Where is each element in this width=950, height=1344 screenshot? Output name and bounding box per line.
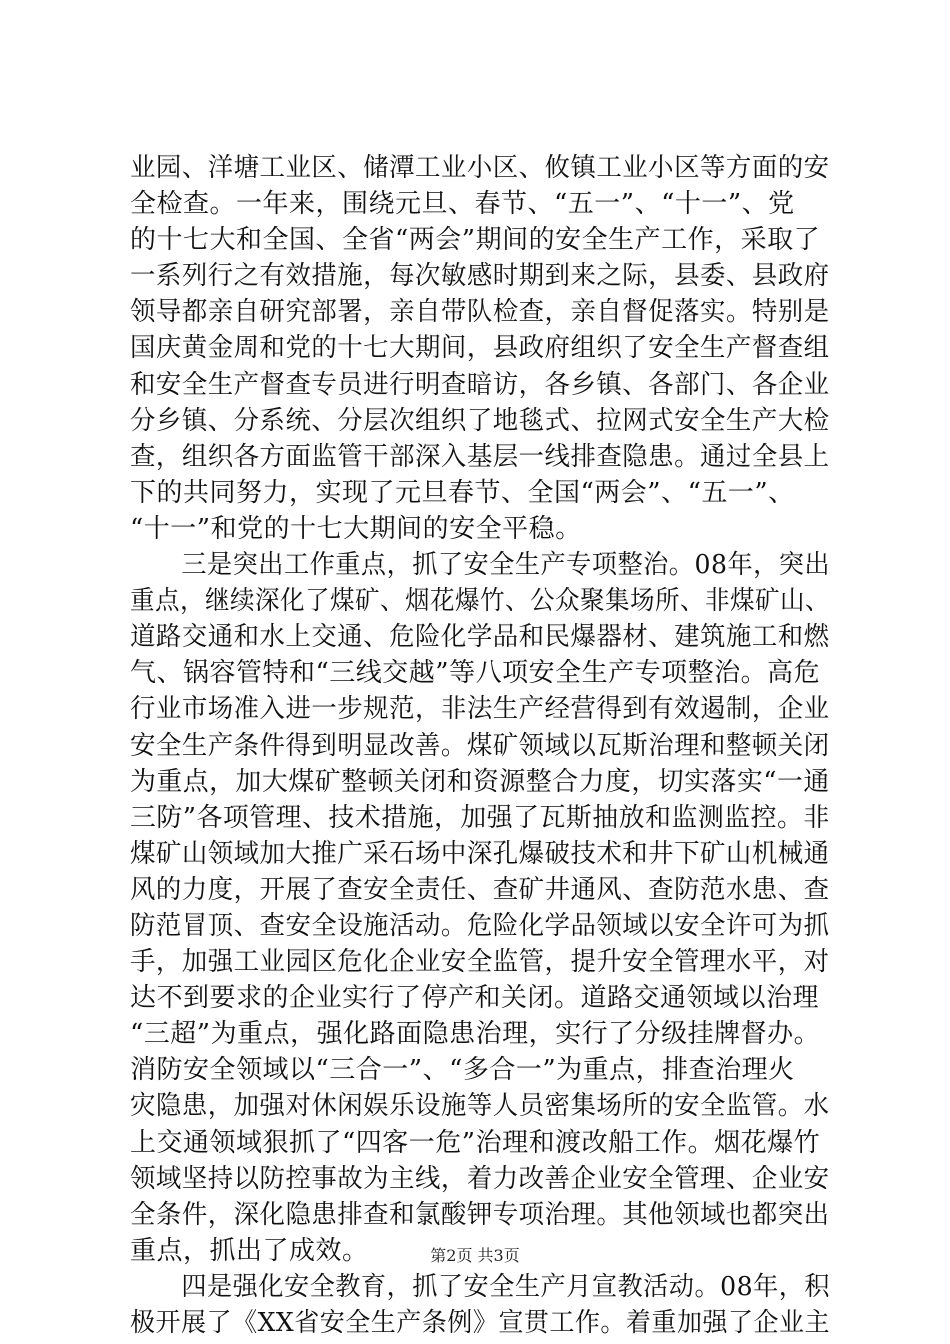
text-line: 全条件，深化隐患排查和氯酸钾专项治理。其他领域也都突出 — [130, 1199, 830, 1230]
text-line: 重点，抓出了成效。 — [130, 1235, 369, 1266]
text-line: 国庆黄金周和党的十七大期间，县政府组织了安全生产督查组 — [130, 333, 830, 364]
text-line: 下的共同努力，实现了元旦春节、全国“两会”、“五一”、 — [130, 477, 795, 508]
text-line: 查，组织各方面监管干部深入基层一线排查隐患。通过全县上 — [130, 441, 830, 472]
text-line: 的十七大和全国、全省“两会”期间的安全生产工作，采取了 — [130, 225, 821, 256]
text-line: 一系列行之有效措施，每次敏感时期到来之际，县委、县政府 — [130, 261, 830, 292]
text-line: 三是突出工作重点，抓了安全生产专项整治。08年，突出 — [130, 550, 831, 581]
text-line: 煤矿山领域加大推广采石场中深孔爆破技术和井下矿山机械通 — [130, 838, 830, 869]
text-line: 风的力度，开展了查安全责任、查矿井通风、查防范水患、查 — [130, 874, 830, 905]
text-line: 手，加强工业园区危化企业安全监管，提升安全管理水平，对 — [130, 947, 830, 978]
text-line: 防范冒顶、查安全设施活动。危险化学品领域以安全许可为抓 — [130, 910, 830, 941]
text-line: 分乡镇、分系统、分层次组织了地毯式、拉网式安全生产大检 — [130, 405, 830, 436]
text-line: 消防安全领域以“三合一”、“多合一”为重点，排查治理火 — [130, 1055, 795, 1086]
text-line: 三防”各项管理、技术措施，加强了瓦斯抽放和监测监控。非 — [130, 802, 830, 833]
body-text — [130, 150, 830, 1341]
text-line: 四是强化安全教育，抓了安全生产月宣教活动。08年，积 — [130, 1271, 831, 1302]
text-line: 和安全生产督查专员进行明查暗访，各乡镇、各部门、各企业 — [130, 369, 830, 400]
text-line: 道路交通和水上交通、危险化学品和民爆器材、建筑施工和燃 — [130, 622, 830, 653]
text-line: 安全生产条件得到明显改善。煤矿领域以瓦斯治理和整顿关闭 — [130, 730, 830, 761]
text-line: 领域坚持以防控事故为主线，着力改善企业安全管理、企业安 — [130, 1163, 830, 1194]
page-footer: 第2页 共3页 — [430, 1246, 520, 1265]
text-line: 业园、洋塘工业区、储潭工业小区、攸镇工业小区等方面的安 — [130, 153, 830, 183]
text-line: 灾隐患，加强对休闲娱乐设施等人员密集场所的安全监管。水 — [130, 1091, 830, 1122]
text-line: 为重点，加大煤矿整顿关闭和资源整合力度，切实落实“一通 — [130, 766, 830, 797]
text-line: 重点，继续深化了煤矿、烟花爆竹、公众聚集场所、非煤矿山、 — [130, 586, 831, 617]
text-line: 极开展了《XX省安全生产条例》宣贯工作。着重加强了企业主 — [130, 1308, 831, 1338]
text-line: 行业市场准入进一步规范，非法生产经营得到有效遏制，企业 — [130, 694, 830, 725]
text-line: 达不到要求的企业实行了停产和关闭。道路交通领域以治理 — [130, 983, 820, 1014]
text-line: 领导都亲自研究部署，亲自带队检查，亲自督促落实。特别是 — [130, 297, 830, 328]
text-line: 上交通领域狠抓了“四客一危”治理和渡改船工作。烟花爆竹 — [130, 1127, 821, 1158]
text-line: 全检查。一年来，围绕元旦、春节、“五一”、“十一”、党 — [130, 189, 795, 220]
text-line: “三超”为重点，强化路面隐患治理，实行了分级挂牌督办。 — [130, 1019, 821, 1050]
text-line: 气、锅容管特和“三线交越”等八项安全生产专项整治。高危 — [130, 658, 821, 689]
text-line: “十一”和党的十七大期间的安全平稳。 — [130, 513, 582, 544]
